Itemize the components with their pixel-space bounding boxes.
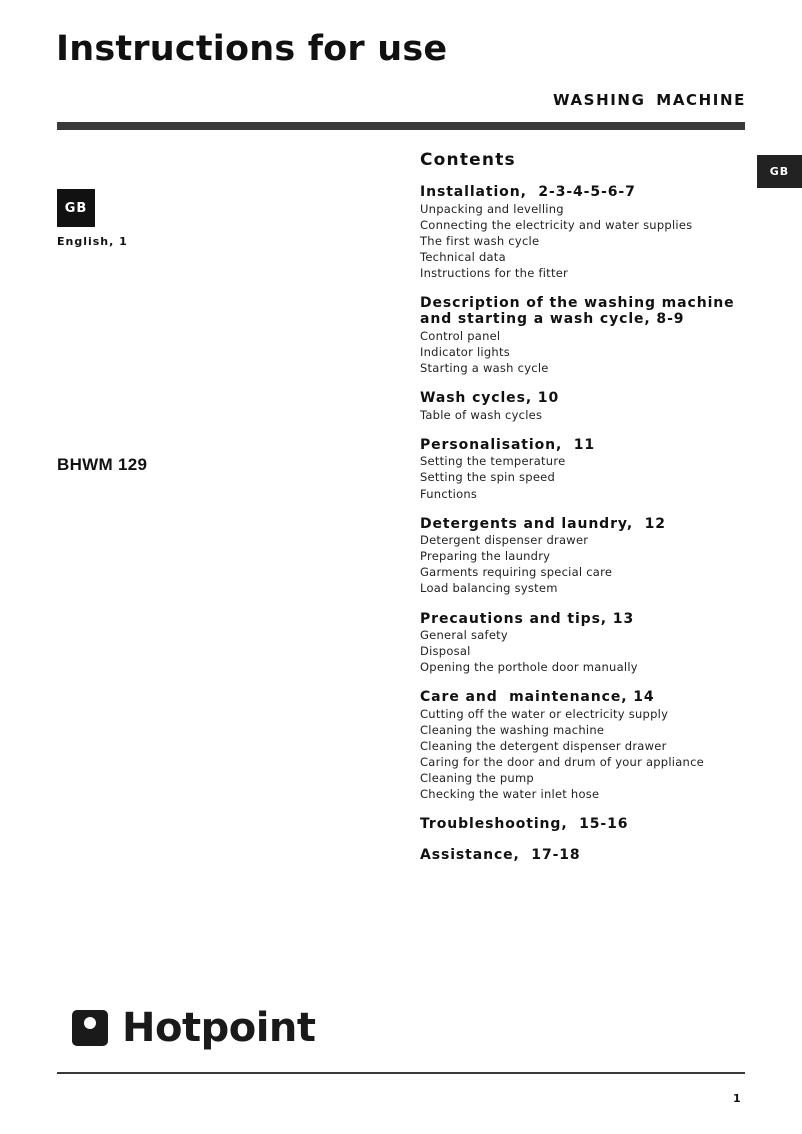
contents-item[interactable]: Opening the porthole door manually <box>420 660 638 675</box>
brand-logo <box>72 1003 316 1053</box>
section-title[interactable]: Installation, 2-3-4-5-6-7 <box>420 184 636 200</box>
section-title[interactable]: Care and maintenance, 14 <box>420 689 655 706</box>
contents-item[interactable]: Setting the spin speed <box>420 470 556 485</box>
contents-item[interactable]: Caring for the door and drum of your appliance <box>420 755 704 770</box>
language-badge[interactable]: GB <box>57 189 95 227</box>
contents-section <box>420 689 750 802</box>
section-items <box>420 201 750 281</box>
section-items <box>420 627 750 675</box>
contents-item[interactable]: Technical data <box>420 249 506 264</box>
contents-heading: Contents <box>420 150 516 170</box>
contents-item[interactable]: Load balancing system <box>420 581 558 596</box>
contents-item[interactable]: Cleaning the washing machine <box>420 722 605 737</box>
contents-section <box>420 390 750 423</box>
contents-section <box>420 295 750 376</box>
contents-item[interactable]: Control panel <box>420 328 501 343</box>
table-of-contents <box>420 148 750 877</box>
product-type: WASHING MACHINE <box>553 91 746 109</box>
section-items <box>420 328 750 376</box>
section-items <box>420 706 750 803</box>
contents-section <box>420 184 750 281</box>
contents-item[interactable]: Cleaning the pump <box>420 771 534 786</box>
contents-item[interactable]: Detergent dispenser drawer <box>420 533 589 548</box>
section-items <box>420 407 750 423</box>
contents-item[interactable]: Disposal <box>420 644 471 659</box>
section-title[interactable]: Wash cycles, 10 <box>420 390 560 407</box>
contents-item[interactable]: Cutting off the water or electricity supply <box>420 706 669 721</box>
contents-item[interactable]: Unpacking and levelling <box>420 201 564 216</box>
contents-item[interactable]: Connecting the electricity and water supplies <box>420 217 693 232</box>
brand-wordmark: Hotpoint <box>122 1005 316 1051</box>
contents-section <box>420 847 750 864</box>
section-title[interactable]: Assistance, 17-18 <box>420 846 581 863</box>
section-title[interactable]: Troubleshooting, 15-16 <box>420 816 629 833</box>
document-title: Instructions for use <box>56 29 448 69</box>
contents-item[interactable]: Functions <box>420 486 478 501</box>
contents-item[interactable]: Instructions for the fitter <box>420 265 569 280</box>
section-title[interactable]: Detergents and laundry, 12 <box>420 515 666 532</box>
hotpoint-logo-icon <box>72 1010 108 1046</box>
contents-section <box>420 816 750 833</box>
language-link[interactable]: English, 1 <box>57 235 128 248</box>
contents-item[interactable]: Starting a wash cycle <box>420 361 549 376</box>
section-title[interactable]: Description of the washing machine and starting a wash cycle, 8-9 <box>420 294 735 328</box>
contents-section <box>420 516 750 597</box>
page-number: 1 <box>733 1092 741 1105</box>
section-items <box>420 453 750 501</box>
contents-item[interactable]: General safety <box>420 628 508 642</box>
contents-item[interactable]: Indicator lights <box>420 345 510 360</box>
contents-item[interactable]: The first wash cycle <box>420 233 540 248</box>
header-divider <box>57 122 745 130</box>
section-items <box>420 532 750 596</box>
contents-section <box>420 611 750 676</box>
footer-divider <box>57 1072 745 1074</box>
contents-item[interactable]: Setting the temperature <box>420 454 566 469</box>
section-title[interactable]: Precautions and tips, 13 <box>420 610 635 627</box>
contents-section <box>420 437 750 502</box>
model-number: BHWM 129 <box>57 455 148 474</box>
contents-item[interactable]: Garments requiring special care <box>420 565 613 580</box>
contents-item[interactable]: Checking the water inlet hose <box>420 787 600 802</box>
language-side-tab: GB <box>757 155 802 188</box>
contents-item[interactable]: Preparing the laundry <box>420 549 551 564</box>
section-title[interactable]: Personalisation, 11 <box>420 436 596 453</box>
contents-item[interactable]: Table of wash cycles <box>420 407 543 422</box>
contents-sections <box>420 184 750 863</box>
contents-item[interactable]: Cleaning the detergent dispenser drawer <box>420 738 667 753</box>
